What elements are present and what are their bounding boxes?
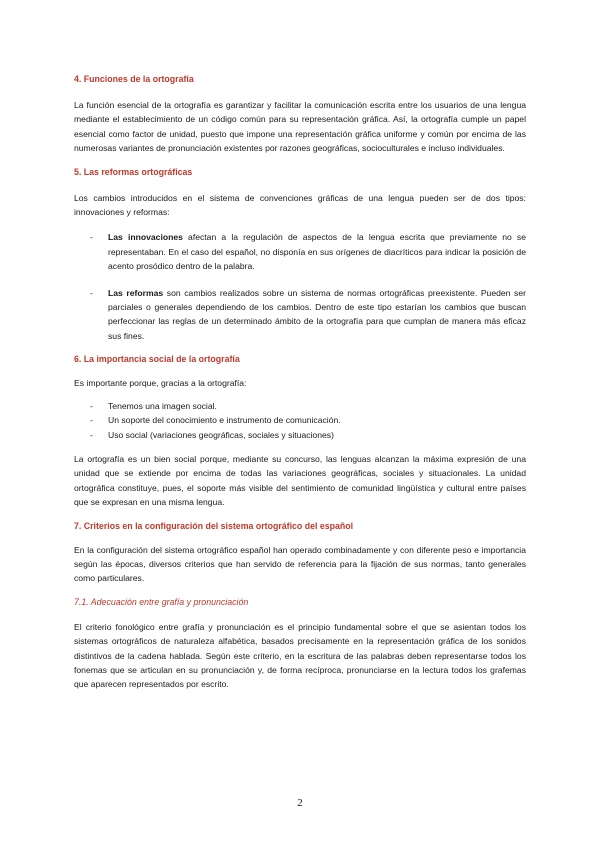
list-item — [74, 428, 526, 442]
list-item — [74, 230, 526, 273]
section-6-heading: 6. La importancia social de la ortografía — [74, 354, 240, 365]
list-dash: - — [90, 287, 93, 298]
reform-types-list — [74, 230, 526, 343]
list-item-text: Un soporte del conocimiento e instrumento de comunicación. — [108, 415, 341, 426]
section-4-heading: 4. Funciones de la ortografía — [74, 74, 194, 84]
page-content — [74, 74, 526, 692]
section-7-1-heading: 7.1. Adecuación entre grafía y pronunciación — [74, 596, 249, 607]
list-item — [74, 399, 526, 413]
page-number: 2 — [297, 797, 303, 809]
list-item-term: Las reformas — [108, 287, 164, 298]
list-dash: - — [90, 232, 93, 243]
list-item-term: Las innovaciones — [108, 232, 183, 243]
section-6-intro: Es importante porque, gracias a la ortografía: — [74, 378, 247, 389]
section-5-heading: 5. Las reformas ortográficas — [74, 166, 193, 177]
list-item — [74, 413, 526, 427]
section-7-1-paragraph: El criterio fonológico entre grafía y pronunciación es el principio fundamental sobre el que se asientan todos los sistemas ortográficos de naturaleza alfabética, basados precisamente en la representación gráfica de los sonidos distintivos de la cadena hablada. Según este criterio, en la escritura de las palabras deben representarse todos los fonemas que se articulan en su pronunciación y, de forma recíproca, pronunciarse en la lectura todos los grafemas que aparecen representados por escrito. — [74, 621, 526, 690]
section-5-intro: Los cambios introducidos en el sistema de convenciones gráficas de una lengua pueden ser de dos tipos: innovaciones y reformas: — [74, 192, 526, 218]
social-importance-list — [74, 399, 526, 442]
list-item-text: Tenemos una imagen social. — [108, 400, 217, 411]
list-item-text: afectan a la regulación de aspectos de la lengua escrita que previamente no se representaban. En el caso del español, no disponía en sus orígenes de diacríticos para indicar la posición de acento prosódico dentro de la palabra. — [108, 232, 526, 272]
list-dash: - — [90, 429, 93, 440]
section-6-paragraph: La ortografía es un bien social porque, mediante su concurso, las lenguas alcanzan la máxima expresión de una unidad que se extiende por encima de todas las variaciones geográficas, sociales y situacionales. La unidad ortográfica constituye, pues, el soporte más visible del sentimiento de comunidad lingüística y cultural entre países que se expresan en una misma lengua. — [74, 453, 526, 508]
list-dash: - — [90, 415, 93, 426]
section-7-paragraph: En la configuración del sistema ortográfico español han operado combinadamente y con diferente peso e importancia según las épocas, diversos criterios que han servido de referencia para la fijación de sus normas, tanto generales como particulares. — [74, 544, 526, 584]
list-item-text: son cambios realizados sobre un sistema de normas ortográficas preexistente. Pueden ser parciales o generales dependiendo de los cambios. Dentro de este tipo estarían los cambios que buscan perfeccionar las reglas de un determinado ámbito de la ortografía para que cumplan de manera más eficaz sus fines. — [108, 287, 526, 341]
section-7-heading: 7. Criterios en la configuración del sistema ortográfico del español — [74, 520, 354, 531]
list-item-text: Uso social (variaciones geográficas, sociales y situaciones) — [108, 429, 334, 440]
list-item — [74, 286, 526, 344]
list-dash: - — [90, 400, 93, 411]
section-4-paragraph: La función esencial de la ortografía es garantizar y facilitar la comunicación escrita entre los usuarios de una lengua mediante el establecimiento de un código común para su representación gráfica. Así, la ortografía cumple un papel esencial como factor de unidad, puesto que impone una representación gráfica uniforme y común por encima de las numerosas variantes de pronunciación existentes por razones geográficas, socioculturales e incluso individuales. — [74, 100, 526, 154]
